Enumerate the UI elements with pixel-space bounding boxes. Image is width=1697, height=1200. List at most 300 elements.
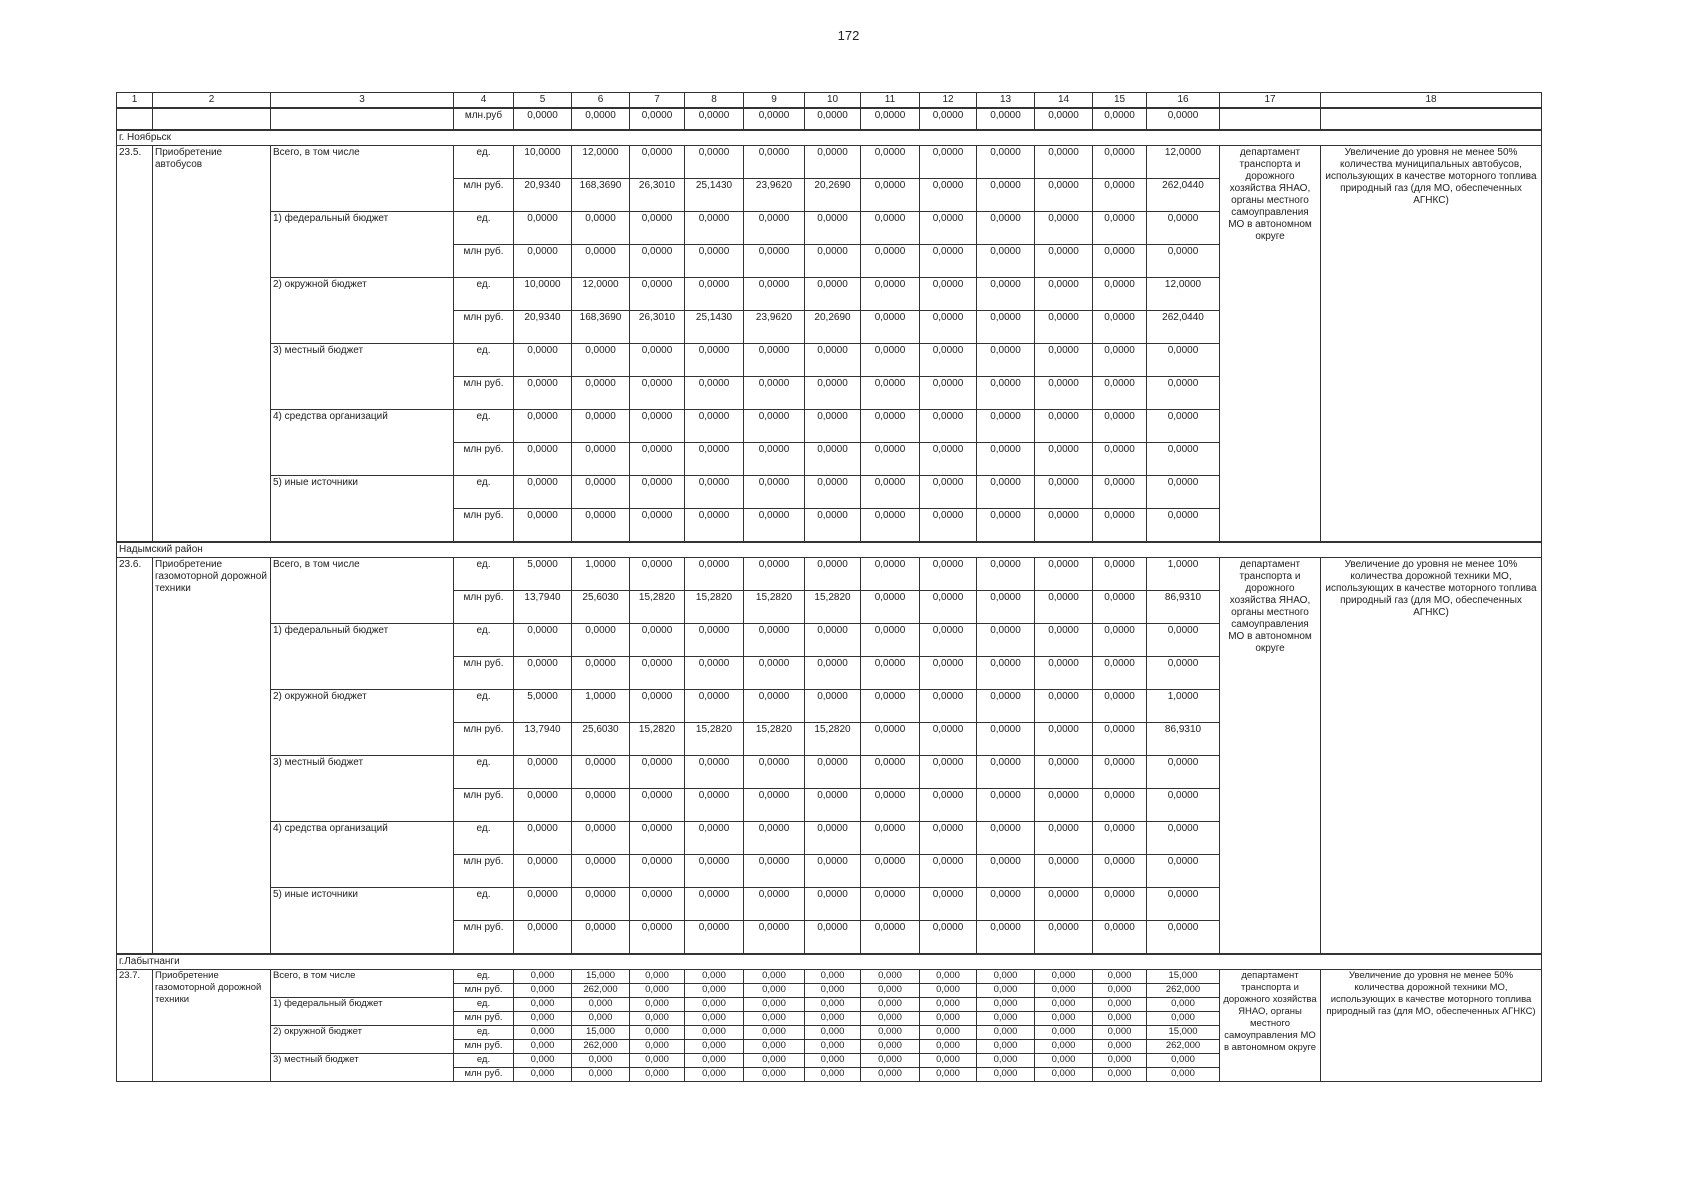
- value-cell: 0,0000: [861, 476, 920, 509]
- value-cell: 0,0000: [861, 657, 920, 690]
- value-cell: 0,0000: [1093, 278, 1147, 311]
- value-cell: 0,0000: [977, 591, 1035, 624]
- value-cell: 0,000: [1035, 998, 1093, 1012]
- value-cell: 0,0000: [861, 443, 920, 476]
- value-cell: 0,000: [744, 1054, 805, 1068]
- unit-cell: млн руб.: [454, 921, 514, 955]
- value-cell: 0,000: [805, 1040, 861, 1054]
- value-cell: 0,0000: [1035, 377, 1093, 410]
- value-cell: 0,000: [630, 1012, 685, 1026]
- value-cell: 0,0000: [744, 690, 805, 723]
- value-cell: 0,0000: [1093, 558, 1147, 591]
- column-header: 12: [920, 93, 977, 109]
- value-cell: 0,0000: [920, 443, 977, 476]
- value-cell: 0,0000: [744, 509, 805, 543]
- unit-cell: ед.: [454, 624, 514, 657]
- value-cell: 0,0000: [630, 558, 685, 591]
- unit-cell: ед.: [454, 344, 514, 377]
- column-header: 8: [685, 93, 744, 109]
- value-cell: 0,0000: [572, 245, 630, 278]
- value-cell: 0,0000: [685, 377, 744, 410]
- value-cell: 0,0000: [630, 212, 685, 245]
- empty-cell: [271, 108, 454, 130]
- value-cell: 0,000: [805, 1012, 861, 1026]
- value-cell: 0,0000: [1093, 344, 1147, 377]
- funding-source: 4) средства организаций: [271, 410, 454, 476]
- value-cell: 0,0000: [630, 509, 685, 543]
- column-header: 18: [1321, 93, 1542, 109]
- value-cell: 0,0000: [977, 855, 1035, 888]
- value-cell: 0,0000: [1093, 723, 1147, 756]
- value-cell: 0,0000: [1093, 443, 1147, 476]
- value-cell: 0,0000: [1093, 624, 1147, 657]
- column-header: 17: [1220, 93, 1321, 109]
- value-cell: 86,9310: [1147, 723, 1220, 756]
- value-cell: 0,0000: [920, 624, 977, 657]
- value-cell: 0,0000: [805, 476, 861, 509]
- value-cell: 0,0000: [920, 146, 977, 179]
- empty-cell: [153, 108, 271, 130]
- value-cell: 262,000: [1147, 984, 1220, 998]
- column-header: 4: [454, 93, 514, 109]
- value-cell: 0,0000: [920, 558, 977, 591]
- value-cell: 0,0000: [685, 509, 744, 543]
- value-cell: 0,0000: [514, 108, 572, 130]
- unit-cell: ед.: [454, 1026, 514, 1040]
- value-cell: 0,0000: [977, 311, 1035, 344]
- value-cell: 0,0000: [1035, 108, 1093, 130]
- unit-cell: ед.: [454, 822, 514, 855]
- value-cell: 0,0000: [572, 756, 630, 789]
- value-cell: 0,0000: [514, 212, 572, 245]
- unit-cell: млн руб.: [454, 1068, 514, 1082]
- value-cell: 0,000: [572, 1068, 630, 1082]
- value-cell: 0,0000: [572, 377, 630, 410]
- value-cell: 0,000: [977, 984, 1035, 998]
- unit-cell: ед.: [454, 970, 514, 984]
- value-cell: 0,0000: [685, 410, 744, 443]
- value-cell: 0,0000: [977, 558, 1035, 591]
- value-cell: 0,0000: [744, 558, 805, 591]
- value-cell: 0,0000: [977, 410, 1035, 443]
- value-cell: 0,0000: [805, 558, 861, 591]
- value-cell: 12,0000: [1147, 278, 1220, 311]
- value-cell: 0,000: [744, 1040, 805, 1054]
- value-cell: 0,000: [977, 970, 1035, 984]
- value-cell: 0,000: [1035, 1040, 1093, 1054]
- value-cell: 0,0000: [1147, 888, 1220, 921]
- value-cell: 0,0000: [1035, 921, 1093, 955]
- value-cell: 0,0000: [920, 377, 977, 410]
- value-cell: 15,000: [1147, 1026, 1220, 1040]
- value-cell: 0,0000: [685, 789, 744, 822]
- value-cell: 0,000: [685, 1040, 744, 1054]
- value-cell: 0,0000: [572, 212, 630, 245]
- empty-cell: [1220, 108, 1321, 130]
- value-cell: 0,0000: [861, 377, 920, 410]
- value-cell: 0,000: [1093, 1054, 1147, 1068]
- funding-source: 1) федеральный бюджет: [271, 212, 454, 278]
- column-header: 7: [630, 93, 685, 109]
- value-cell: 15,2820: [630, 591, 685, 624]
- value-cell: 0,000: [572, 1054, 630, 1068]
- value-cell: 0,000: [1093, 998, 1147, 1012]
- value-cell: 0,0000: [630, 108, 685, 130]
- responsible-executor: департамент транспорта и дорожного хозяйства ЯНАО, органы местного самоуправления МО в автономном округе: [1220, 970, 1321, 1082]
- value-cell: 0,0000: [977, 212, 1035, 245]
- value-cell: 0,000: [630, 1026, 685, 1040]
- unit-cell: ед.: [454, 1054, 514, 1068]
- value-cell: 0,0000: [977, 690, 1035, 723]
- funding-source: 3) местный бюджет: [271, 756, 454, 822]
- value-cell: 262,0440: [1147, 179, 1220, 212]
- value-cell: 0,0000: [805, 245, 861, 278]
- value-cell: 0,000: [572, 1012, 630, 1026]
- value-cell: 0,0000: [1093, 888, 1147, 921]
- value-cell: 0,0000: [805, 212, 861, 245]
- value-cell: 0,0000: [1147, 509, 1220, 543]
- value-cell: 23,9620: [744, 311, 805, 344]
- value-cell: 0,0000: [1147, 921, 1220, 955]
- value-cell: 0,0000: [572, 657, 630, 690]
- value-cell: 0,0000: [1147, 410, 1220, 443]
- value-cell: 13,7940: [514, 723, 572, 756]
- value-cell: 0,0000: [920, 822, 977, 855]
- value-cell: 0,0000: [920, 690, 977, 723]
- value-cell: 0,000: [1093, 984, 1147, 998]
- unit-cell: ед.: [454, 476, 514, 509]
- value-cell: 0,0000: [861, 558, 920, 591]
- value-cell: 0,0000: [744, 789, 805, 822]
- value-cell: 1,0000: [1147, 690, 1220, 723]
- value-cell: 0,0000: [977, 723, 1035, 756]
- item-title: Приобретение автобусов: [153, 146, 271, 543]
- funding-source: 2) окружной бюджет: [271, 690, 454, 756]
- value-cell: 0,000: [861, 1026, 920, 1040]
- value-cell: 0,000: [744, 1012, 805, 1026]
- value-cell: 26,3010: [630, 311, 685, 344]
- value-cell: 168,3690: [572, 311, 630, 344]
- value-cell: 0,0000: [685, 212, 744, 245]
- value-cell: 0,0000: [861, 311, 920, 344]
- value-cell: 0,0000: [920, 212, 977, 245]
- value-cell: 0,0000: [1035, 245, 1093, 278]
- value-cell: 15,2820: [805, 591, 861, 624]
- value-cell: 0,0000: [1035, 723, 1093, 756]
- value-cell: 0,0000: [1147, 789, 1220, 822]
- column-header: 15: [1093, 93, 1147, 109]
- unit-cell: ед.: [454, 278, 514, 311]
- value-cell: 0,0000: [977, 377, 1035, 410]
- value-cell: 0,0000: [920, 108, 977, 130]
- value-cell: 0,0000: [861, 591, 920, 624]
- unit-cell: ед.: [454, 888, 514, 921]
- value-cell: 0,0000: [1035, 789, 1093, 822]
- value-cell: 86,9310: [1147, 591, 1220, 624]
- table-row: [117, 970, 1542, 984]
- column-header: 1: [117, 93, 153, 109]
- value-cell: 0,0000: [744, 377, 805, 410]
- value-cell: 0,0000: [1093, 179, 1147, 212]
- value-cell: 0,0000: [744, 657, 805, 690]
- value-cell: 0,0000: [685, 690, 744, 723]
- value-cell: 0,0000: [1147, 344, 1220, 377]
- value-cell: 0,0000: [861, 690, 920, 723]
- value-cell: 0,0000: [1147, 245, 1220, 278]
- value-cell: 0,0000: [861, 344, 920, 377]
- header-row: [117, 93, 1542, 109]
- value-cell: 0,0000: [977, 443, 1035, 476]
- value-cell: 20,2690: [805, 179, 861, 212]
- value-cell: 0,000: [514, 1012, 572, 1026]
- value-cell: 0,0000: [977, 344, 1035, 377]
- value-cell: 0,0000: [744, 822, 805, 855]
- value-cell: 0,0000: [572, 822, 630, 855]
- value-cell: 0,0000: [1093, 108, 1147, 130]
- value-cell: 0,0000: [861, 146, 920, 179]
- value-cell: 0,000: [1035, 1026, 1093, 1040]
- value-cell: 10,0000: [514, 278, 572, 311]
- value-cell: 0,0000: [630, 410, 685, 443]
- funding-source: 1) федеральный бюджет: [271, 624, 454, 690]
- value-cell: 0,0000: [630, 476, 685, 509]
- value-cell: 0,0000: [1035, 558, 1093, 591]
- expected-result: Увеличение до уровня не менее 50% количества муниципальных автобусов, использующих в качестве моторного топлива природный газ (для МО, обеспеченных АГНКС): [1321, 146, 1542, 543]
- value-cell: 26,3010: [630, 179, 685, 212]
- value-cell: 0,000: [920, 1012, 977, 1026]
- value-cell: 0,000: [514, 998, 572, 1012]
- value-cell: 0,000: [1147, 1012, 1220, 1026]
- value-cell: 0,0000: [630, 443, 685, 476]
- value-cell: 0,0000: [977, 888, 1035, 921]
- value-cell: 0,000: [1093, 1026, 1147, 1040]
- value-cell: 0,0000: [744, 888, 805, 921]
- unit-cell: ед.: [454, 410, 514, 443]
- value-cell: 0,000: [685, 970, 744, 984]
- value-cell: 0,000: [744, 1068, 805, 1082]
- value-cell: 0,0000: [1035, 311, 1093, 344]
- value-cell: 0,000: [1093, 1040, 1147, 1054]
- value-cell: 0,0000: [572, 476, 630, 509]
- value-cell: 0,0000: [920, 278, 977, 311]
- value-cell: 15,2820: [805, 723, 861, 756]
- table-row: [117, 146, 1542, 179]
- value-cell: 0,0000: [744, 278, 805, 311]
- column-header: 16: [1147, 93, 1220, 109]
- value-cell: 0,0000: [861, 509, 920, 543]
- region-label: Надымский район: [117, 542, 1542, 558]
- value-cell: 0,000: [977, 1026, 1035, 1040]
- value-cell: 0,0000: [630, 690, 685, 723]
- value-cell: 0,0000: [744, 624, 805, 657]
- value-cell: 0,0000: [514, 410, 572, 443]
- value-cell: 0,0000: [1093, 789, 1147, 822]
- value-cell: 5,0000: [514, 558, 572, 591]
- value-cell: 0,0000: [1147, 822, 1220, 855]
- value-cell: 0,000: [514, 984, 572, 998]
- column-header: 10: [805, 93, 861, 109]
- value-cell: 1,0000: [1147, 558, 1220, 591]
- region-row: [117, 542, 1542, 558]
- value-cell: 0,0000: [630, 657, 685, 690]
- unit-cell: млн руб.: [454, 723, 514, 756]
- value-cell: 0,0000: [514, 921, 572, 955]
- value-cell: 15,000: [1147, 970, 1220, 984]
- value-cell: 0,0000: [744, 344, 805, 377]
- value-cell: 0,0000: [572, 108, 630, 130]
- value-cell: 15,2820: [685, 591, 744, 624]
- value-cell: 0,0000: [920, 756, 977, 789]
- value-cell: 25,6030: [572, 591, 630, 624]
- value-cell: 0,0000: [685, 888, 744, 921]
- value-cell: 0,000: [861, 984, 920, 998]
- value-cell: 0,0000: [861, 245, 920, 278]
- unit-cell: млн руб.: [454, 377, 514, 410]
- value-cell: 0,0000: [685, 921, 744, 955]
- value-cell: 0,0000: [1147, 624, 1220, 657]
- value-cell: 0,0000: [744, 146, 805, 179]
- value-cell: 0,0000: [1035, 476, 1093, 509]
- value-cell: 0,000: [977, 998, 1035, 1012]
- value-cell: 0,0000: [630, 624, 685, 657]
- value-cell: 0,000: [514, 1054, 572, 1068]
- responsible-executor: департамент транспорта и дорожного хозяйства ЯНАО, органы местного самоуправления МО в автономном округе: [1220, 146, 1321, 543]
- value-cell: 0,0000: [977, 146, 1035, 179]
- value-cell: 0,0000: [514, 624, 572, 657]
- value-cell: 0,0000: [920, 657, 977, 690]
- value-cell: 15,2820: [630, 723, 685, 756]
- value-cell: 20,9340: [514, 311, 572, 344]
- funding-source: 3) местный бюджет: [271, 344, 454, 410]
- value-cell: 0,000: [920, 998, 977, 1012]
- unit-cell: ед.: [454, 146, 514, 179]
- funding-source: 3) местный бюджет: [271, 1054, 454, 1082]
- value-cell: 0,0000: [1035, 146, 1093, 179]
- value-cell: 0,0000: [685, 278, 744, 311]
- value-cell: 0,0000: [1035, 756, 1093, 789]
- value-cell: 0,0000: [1093, 410, 1147, 443]
- value-cell: 0,000: [920, 1068, 977, 1082]
- region-label: г.Лабытнанги: [117, 954, 1542, 970]
- value-cell: 0,0000: [572, 443, 630, 476]
- value-cell: 0,000: [685, 1012, 744, 1026]
- value-cell: 0,0000: [1147, 377, 1220, 410]
- value-cell: 0,000: [1035, 970, 1093, 984]
- value-cell: 0,0000: [861, 624, 920, 657]
- value-cell: 0,0000: [977, 822, 1035, 855]
- value-cell: 0,0000: [744, 921, 805, 955]
- value-cell: 0,000: [920, 1054, 977, 1068]
- value-cell: 0,0000: [630, 756, 685, 789]
- value-cell: 0,0000: [630, 855, 685, 888]
- value-cell: 0,0000: [861, 921, 920, 955]
- value-cell: 0,000: [977, 1068, 1035, 1082]
- value-cell: 0,0000: [805, 377, 861, 410]
- value-cell: 1,0000: [572, 558, 630, 591]
- funding-source: 2) окружной бюджет: [271, 278, 454, 344]
- value-cell: 0,0000: [514, 377, 572, 410]
- value-cell: 0,0000: [630, 377, 685, 410]
- value-cell: 0,0000: [920, 476, 977, 509]
- value-cell: 0,0000: [744, 245, 805, 278]
- value-cell: 0,000: [744, 970, 805, 984]
- value-cell: 0,0000: [1035, 212, 1093, 245]
- value-cell: 0,0000: [977, 476, 1035, 509]
- value-cell: 0,0000: [977, 278, 1035, 311]
- value-cell: 0,0000: [572, 624, 630, 657]
- value-cell: 0,0000: [1035, 591, 1093, 624]
- value-cell: 0,0000: [1035, 179, 1093, 212]
- value-cell: 0,0000: [685, 756, 744, 789]
- value-cell: 0,000: [861, 1040, 920, 1054]
- unit-cell: млн руб.: [454, 1012, 514, 1026]
- value-cell: 0,0000: [1093, 657, 1147, 690]
- item-code: 23.6.: [117, 558, 153, 955]
- funding-source: Всего, в том числе: [271, 558, 454, 624]
- value-cell: 0,000: [685, 1068, 744, 1082]
- value-cell: 0,0000: [630, 888, 685, 921]
- value-cell: 13,7940: [514, 591, 572, 624]
- value-cell: 0,0000: [977, 179, 1035, 212]
- value-cell: 0,000: [920, 984, 977, 998]
- value-cell: 0,000: [514, 1068, 572, 1082]
- value-cell: 0,0000: [805, 789, 861, 822]
- value-cell: 12,0000: [572, 146, 630, 179]
- value-cell: 0,000: [861, 1068, 920, 1082]
- value-cell: 262,0440: [1147, 311, 1220, 344]
- program-table: [116, 92, 1542, 1082]
- value-cell: 20,9340: [514, 179, 572, 212]
- value-cell: 0,000: [920, 1026, 977, 1040]
- value-cell: 0,0000: [685, 624, 744, 657]
- expected-result: Увеличение до уровня не менее 10% количества дорожной техники МО, использующих в качестве моторного топлива природный газ (для МО, обеспеченных АГНКС): [1321, 558, 1542, 955]
- value-cell: 0,000: [805, 998, 861, 1012]
- value-cell: 0,0000: [630, 344, 685, 377]
- value-cell: 0,0000: [805, 756, 861, 789]
- value-cell: 0,000: [920, 1040, 977, 1054]
- unit-cell: млн руб.: [454, 245, 514, 278]
- value-cell: 0,0000: [572, 410, 630, 443]
- value-cell: 0,0000: [744, 410, 805, 443]
- value-cell: 0,000: [630, 1068, 685, 1082]
- value-cell: 15,000: [572, 970, 630, 984]
- value-cell: 0,0000: [1147, 108, 1220, 130]
- value-cell: 0,000: [1035, 1068, 1093, 1082]
- value-cell: 0,000: [572, 998, 630, 1012]
- funding-source: 2) окружной бюджет: [271, 1026, 454, 1054]
- value-cell: 0,0000: [861, 108, 920, 130]
- value-cell: 15,000: [572, 1026, 630, 1040]
- unit-cell: млн руб.: [454, 443, 514, 476]
- value-cell: 0,000: [1093, 1068, 1147, 1082]
- value-cell: 0,0000: [630, 245, 685, 278]
- value-cell: 0,0000: [805, 690, 861, 723]
- value-cell: 0,000: [685, 1054, 744, 1068]
- column-header: 2: [153, 93, 271, 109]
- value-cell: 0,000: [977, 1012, 1035, 1026]
- value-cell: 0,0000: [805, 278, 861, 311]
- value-cell: 0,0000: [630, 278, 685, 311]
- value-cell: 0,0000: [1093, 212, 1147, 245]
- value-cell: 0,0000: [805, 921, 861, 955]
- value-cell: 0,0000: [1093, 377, 1147, 410]
- value-cell: 0,000: [805, 970, 861, 984]
- empty-cell: [1321, 108, 1542, 130]
- value-cell: 0,0000: [514, 888, 572, 921]
- value-cell: 0,000: [861, 1054, 920, 1068]
- value-cell: 0,000: [861, 970, 920, 984]
- value-cell: 0,0000: [861, 723, 920, 756]
